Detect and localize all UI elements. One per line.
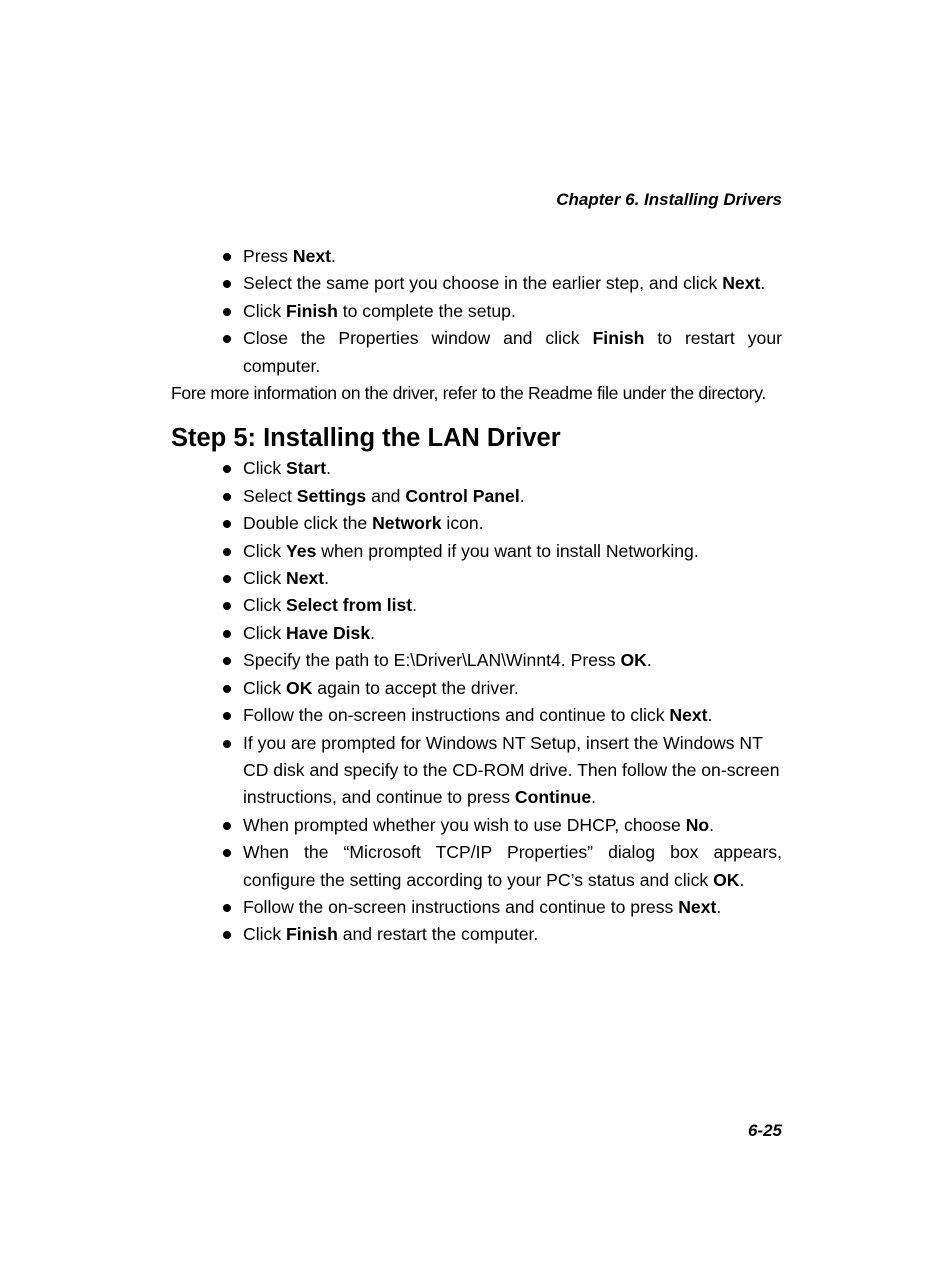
list-item: When the “Microsoft TCP/IP Properties” dialog box appears, configure the setting according to your PC’s status and click OK. [243, 839, 782, 894]
list-item: Press Next. [243, 243, 782, 270]
list-item: Click Finish to complete the setup. [243, 298, 782, 325]
list-item: Specify the path to E:\Driver\LAN\Winnt4. Press OK. [243, 647, 782, 674]
list-item: Close the Properties window and click Finish to restart your computer. [243, 325, 782, 380]
list-item: Click Next. [243, 565, 782, 592]
list-item: Click Have Disk. [243, 620, 782, 647]
bullet-list-lan-steps [171, 455, 782, 948]
list-item: Select Settings and Control Panel. [243, 483, 782, 510]
list-item: When prompted whether you wish to use DHCP, choose No. [243, 812, 782, 839]
list-item: Follow the on-screen instructions and continue to click Next. [243, 702, 782, 729]
list-item: Select the same port you choose in the earlier step, and click Next. [243, 270, 782, 297]
page-number: 6-25 [747, 1121, 782, 1140]
section-heading: Step 5: Installing the LAN Driver [171, 424, 561, 453]
list-item: Click Select from list. [243, 592, 782, 619]
info-paragraph: Fore more information on the driver, refer to the Readme file under the directory. [171, 383, 766, 404]
list-item: Click Yes when prompted if you want to install Networking. [243, 538, 782, 565]
page-content [171, 243, 782, 949]
list-item: Click Start. [243, 455, 782, 482]
list-item: If you are prompted for Windows NT Setup, insert the Windows NT CD disk and specify to the CD-ROM drive. Then follow the on-screen instructions, and continue to press Continue. [243, 730, 782, 812]
list-item: Click OK again to accept the driver. [243, 675, 782, 702]
list-item: Follow the on-screen instructions and continue to press Next. [243, 894, 782, 921]
running-header: Chapter 6. Installing Drivers [556, 190, 782, 209]
list-item: Double click the Network icon. [243, 510, 782, 537]
list-item: Click Finish and restart the computer. [243, 921, 782, 948]
bullet-list-printer-steps [171, 243, 782, 380]
